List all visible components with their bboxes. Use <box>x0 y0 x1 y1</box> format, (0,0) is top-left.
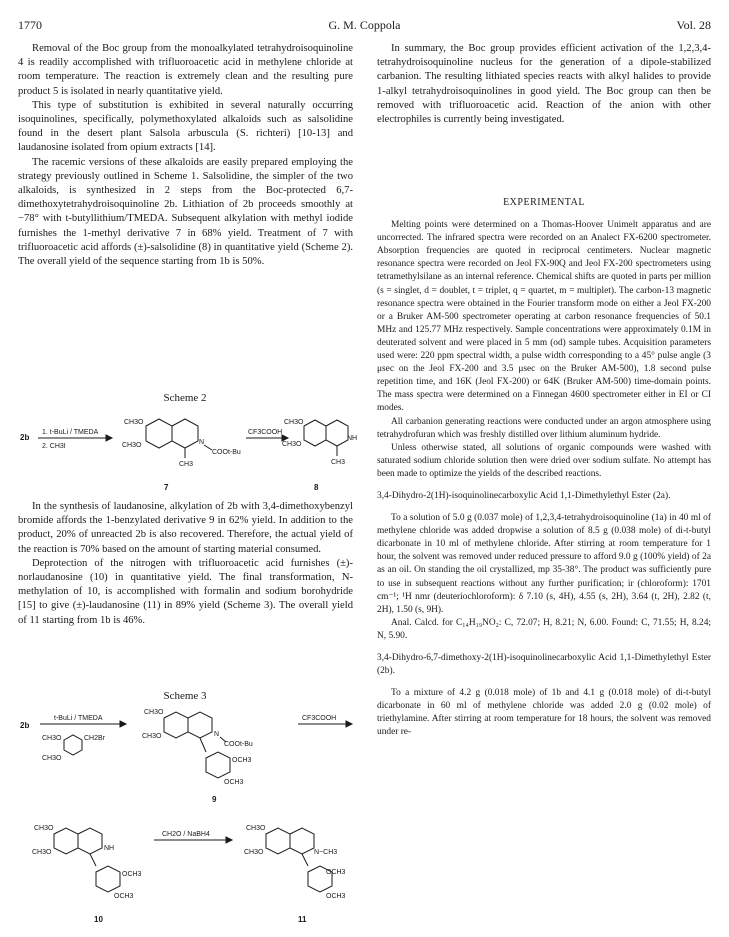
paragraph: Removal of the Boc group from the monoalkylated tetrahydroisoquinoline 4 is readily accomplished with trifluoroacetic acid in methylene chloride at room temperature. The reaction is extremely clean and the resulting pure product 5 is isolated in nearly quantitative yield. <box>18 43 353 97</box>
boc-label: COOt-Bu <box>212 449 241 456</box>
paragraph: To a solution of 5.0 g (0.037 mole) of 1,2,3,4-tetrahydroisoquinoline (1a) in 40 ml of methylene chloride was added dropwise a solution of 8.5 g (0.038 mole) of di-t-butyl dicarbonate in 10 ml of methylene chloride. After stirring at room temperature for 1 hour, the solvent was removed under reduced pressure to afford 9.0 g (100% yield) of 2a as an oil. On standing the oil crystallized, mp 35-38°. The product was sufficiently pure to use in subsequent reactions without any further purification; ir (chloroform): 1701 cm⁻¹; ¹H nmr (deuteriochloroform): δ 7.10 (s, 4H), 4.55 (s, 2H), 3.64 (t, 2H), 2.82 (t, 2H), 1.50 (s, 9H). <box>377 513 711 615</box>
methoxy-label: OCH3 <box>232 757 252 764</box>
left-column-middle <box>18 500 353 628</box>
scheme3-reagent: CH2O / NaBH4 <box>162 831 210 838</box>
paragraph: Unless otherwise stated, all solutions of organic compounds were washed with saturated sodium chloride solution then were dried over sodium sulfate. No attempt has been made to optimize the yields of the described reactions. <box>377 442 711 479</box>
methoxy-label: OCH3 <box>114 893 134 900</box>
compound-number: 9 <box>212 795 217 804</box>
nitrogen-label: N <box>214 731 220 738</box>
experimental-section <box>377 196 711 740</box>
paragraph: All carbanion generating reactions were conducted under an argon atmosphere using tetrahydrofuran which was freshly distilled over lithium aluminum hydride. <box>377 416 711 440</box>
scheme3-caption: Scheme 3 <box>163 690 207 702</box>
scheme2-start: 2b <box>20 433 30 442</box>
methoxy-label: CH3O <box>144 709 164 716</box>
methoxy-label: CH3O <box>42 755 62 762</box>
nitrogen-label: N <box>199 439 205 446</box>
scheme3-reagent: CF3COOH <box>302 715 337 722</box>
compound-number: 10 <box>94 915 103 924</box>
paragraph: In summary, the Boc group provides efficient activation of the 1,2,3,4-tetrahydroisoquinoline nucleus for the generation of a dipole-stabilized carbanion. The resulting lithiated species reacts with alkyl halides to provide 1-alkyl tetrahydroisoquinolines in good yield. The Boc group can then be removed with trifluoroacetic acid. Reaction of the anion with other electrophiles is currently being investigated. <box>377 43 711 126</box>
methyl-label: CH3 <box>179 461 194 468</box>
methoxy-label: CH3O <box>244 849 264 856</box>
scheme2-figure <box>14 410 359 495</box>
paragraph: The racemic versions of these alkaloids are easily prepared employing the strategy previously outlined in Scheme 1. Salsolidine, the simpler of the two alkaloids, is synthesized in 2 steps from the Boc-protected 6,7-dimethoxytetrahydroisoquinoline 2b. Lithiation of 2b proceeds smoothly at −78° with t-butyllithium/TMEDA. Subsequent alkylation with methyl iodide furnishes the 1-methyl derivative 7 in 68% yield. Treatment of 7 with trifluoroacetic acid affords (±)-salsolidine (8) in quantitative yield (Scheme 2). The overall yield of the sequence starting from 1b is 50%. <box>18 156 353 268</box>
n-methyl-label: N−CH3 <box>314 849 338 856</box>
methoxy-label: OCH3 <box>326 869 346 876</box>
compound-number: 11 <box>298 915 307 924</box>
amine-label: NH <box>104 845 115 852</box>
methoxy-label: OCH3 <box>224 779 244 786</box>
boc-label: COOt-Bu <box>224 741 253 748</box>
methoxy-label: CH3O <box>122 442 142 449</box>
methoxy-label: OCH3 <box>122 871 142 878</box>
paragraph: Deprotection of the nitrogen with trifluoroacetic acid furnishes (±)-norlaudanosine (10) in quantitative yield. The final transformation, N-methylation of 10, is accomplished with formalin and sodium borohydride [15] to give (±)-laudanosine (11) in 89% yield (Scheme 3). The overall yield of 11 starting from 1b is 46%. <box>18 557 353 626</box>
scheme3-reagent: t-BuLi / TMEDA <box>54 715 103 722</box>
compound-heading: 3,4-Dihydro-6,7-dimethoxy-2(1H)-isoquinolinecarboxylic Acid 1,1-Dimethylethyl Ester (2b). <box>377 653 711 677</box>
paragraph: Anal. Calcd. for C₁₄H₁₉NO₂: C, 72.07; H, 8.21; N, 6.00. Found: C, 71.55; H, 8.24; N, 5.90. <box>377 617 711 641</box>
methoxy-label: CH3O <box>142 733 162 740</box>
volume-label: Vol. 28 <box>676 18 711 32</box>
scheme2-caption: Scheme 2 <box>163 392 207 404</box>
scheme3-start: 2b <box>20 721 30 730</box>
methoxy-label: CH3O <box>282 441 302 448</box>
amine-label: NH <box>347 435 358 442</box>
running-author: G. M. Coppola <box>328 18 401 32</box>
methoxy-label: CH3O <box>124 419 144 426</box>
scheme2-reagent: 1. t-BuLi / TMEDA <box>42 429 99 436</box>
paragraph: This type of substitution is exhibited in several naturally occurring isoquinolines, specifically, polymethoxylated alkaloids such as salsolidine found in the desert plant Salsola arbuscula (S. richteri) [10-13] and laudanosine isolated from opium extracts [14]. <box>18 99 353 154</box>
left-column-top <box>18 42 353 269</box>
methoxy-label: CH3O <box>34 825 54 832</box>
scheme3-figure <box>14 704 359 929</box>
methoxy-label: CH3O <box>284 419 304 426</box>
scheme2-reagent: 2. CH3I <box>42 443 66 450</box>
methoxy-label: CH3O <box>246 825 266 832</box>
page-number: 1770 <box>18 18 42 32</box>
bromide-label: CH2Br <box>84 735 106 742</box>
paragraph: In the synthesis of laudanosine, alkylation of 2b with 3,4-dimethoxybenzyl bromide affords the 1-benzylated derivative 9 in 62% yield. In addition to the product, 20% of unreacted 2b is also recovered. Therefore, the actual yield of the reaction is 70% based on the amount of starting material consumed. <box>18 501 353 555</box>
methyl-label: CH3 <box>331 459 346 466</box>
scheme2-reagent: CF3COOH <box>248 429 283 436</box>
compound-number: 7 <box>164 483 169 492</box>
compound-heading: 3,4-Dihydro-2(1H)-isoquinolinecarboxylic Acid 1,1-Dimethylethyl Ester (2a). <box>377 490 671 501</box>
methoxy-label: OCH3 <box>326 893 346 900</box>
compound-number: 8 <box>314 483 319 492</box>
paragraph: Melting points were determined on a Thomas-Hoover Unimelt apparatus and are uncorrected. The infrared spectra were recorded on an Analect FX-6200 spectrometer. Absorption frequencies are quoted in reciprocal centimeters. Nuclear magnetic resonance spectra were recorded on Jeol FX-90Q and Jeol FX-200 spectrometers using tetramethylsilane as an internal reference. Chemical shifts are quoted in parts per million (s = singlet, d = doublet, t = triplet, q = quartet, m = multiplet). The carbon-13 magnetic resonance spectra were obtained in the Fourier transform mode on either a Jeol FX-200 or a Bruker AM-500 spectrometer operating at carbon resonance frequencies of 50.1 MHz and 125.77 MHz respectively. Sample concentrations were approximately 0.1M in deuterated solvent and were placed in 5 mm (od) sample tubes. Acquisition parameters used were: 220 ppm spectral width, a pulse width corresponding to a 45° pulse angle (3 μsec on the Jeol FX-200 and 3.5 μsec on the Bruker AM-500), 1.8 second pulse repetition time, and 16K (Jeol FX-200) or 64K (Bruker AM-500) time-domain points. The mass spectra were determined on a Finnegan 4600 spectrometer either in EI or CI modes. <box>377 220 711 414</box>
methoxy-label: CH3O <box>32 849 52 856</box>
methoxy-label: CH3O <box>42 735 62 742</box>
right-column-summary <box>377 42 711 127</box>
paragraph: To a mixture of 4.2 g (0.018 mole) of 1b and 4.1 g (0.018 mole) of di-t-butyl dicarbonate in 60 ml of methylene chloride was added 2.0 g (0.02 mole) of triethylamine. After stirring at room temperature for 18 hours, the solvent was removed under re- <box>377 688 711 738</box>
section-heading: EXPERIMENTAL <box>503 197 585 208</box>
